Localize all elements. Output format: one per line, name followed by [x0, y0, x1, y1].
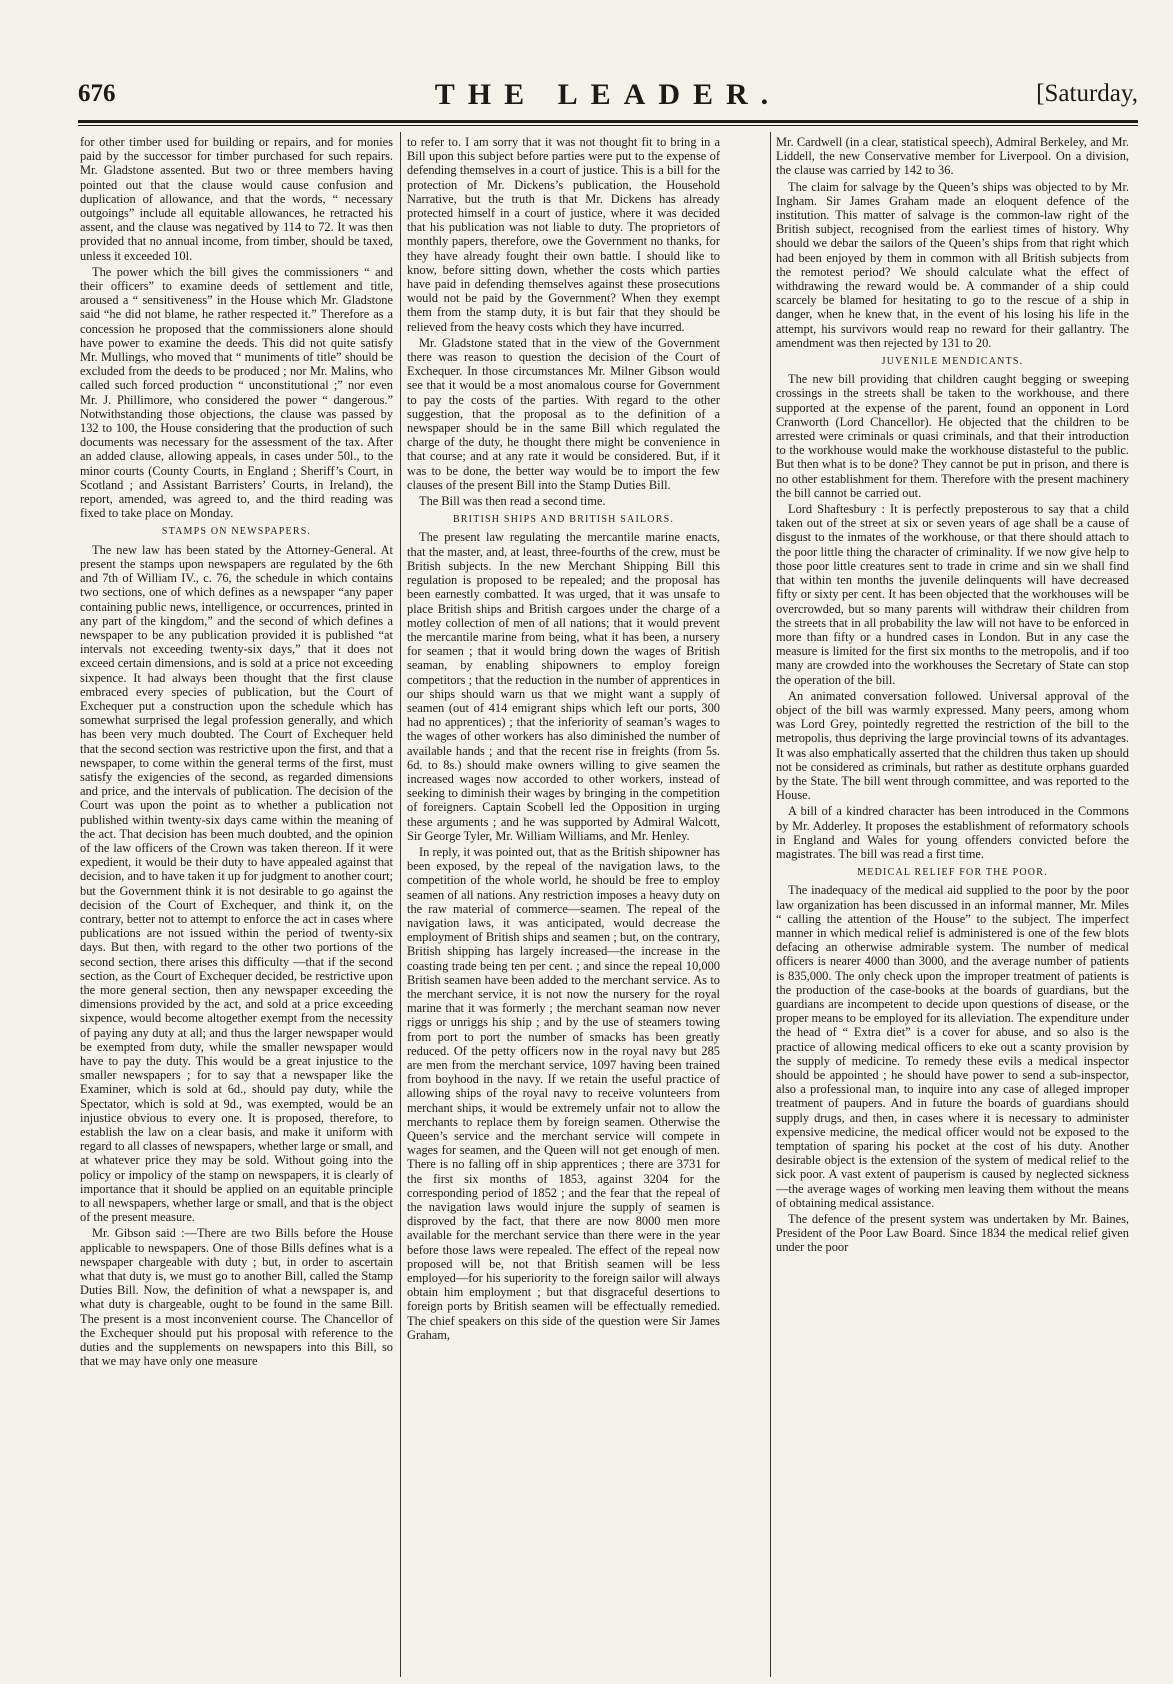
column-divider	[770, 132, 771, 1677]
paragraph: Mr. Gladstone stated that in the view of the Government there was reason to question the decision of the Court of Exchequer. In those circumstances Mr. Milner Gibson would see that it would be a most anomalous course for Government to pay the costs of the parties. With regard to the other suggestion, that the proposal as to the definition of a newspaper should be in the same Bill which regulated the charge of the duty, he thought there might be convenience in that course; and at any rate it would be considered. But, if it was to be done, the better way would be to import the few clauses of the present Bill into the Stamp Duties Bill.	[407, 335, 720, 492]
paragraph: The new bill providing that children caught begging or sweeping crossings in the streets shall be taken to the workhouse, and there supported at the expense of the parent, found an opponent in Lord Cranworth (Lord Chancellor). He objected that the children to be arrested were criminals or quasi criminals, and that their introduction to the workhouse would make the workhouse distasteful to the public. But then what is to be done? They cannot be put in prison, and there is no other establishment for them. Therefore with the present machinery the bill cannot be carried out.	[776, 372, 1129, 500]
paragraph: Lord Shaftesbury : It is perfectly preposterous to say that a child taken out of the street at six or seven years of age shall be a cause of disgust to the inmates of the workhouse, or that there should attach to the poor little thing the character of criminality. If we now give help to those poor little creatures sent to trade in crime and sin we shall find that within ten months the juvenile delinquents will have decreased fifty or sixty per cent. It has been objected that the workhouses will be overcrowded, but so many parents will withdraw their children from the streets that in all probability the law will not have to be enforced in more than fifty or a hundred cases in London. But in any case the measure is limited for the first six months to the metropolis, and if too many are crowded into the workhouses the Secretary of State can stop the operation of the bill.	[776, 502, 1129, 687]
section-heading: STAMPS ON NEWSPAPERS.	[161, 526, 312, 538]
section-heading: MEDICAL RELIEF FOR THE POOR.	[857, 867, 1048, 879]
paragraph: The defence of the present system was undertaken by Mr. Baines, President of the Poor Law Board. Since 1834 the medical relief given under the poor	[776, 1212, 1129, 1255]
paragraph: The power which the bill gives the commissioners “ and their officers” to examine deeds of settlement and title, aroused a “ sensitiveness” in the House which Mr. Gladstone said “he did not blame, he rather respected it.” Therefore as a concession he proposed that the commissioners alone should have power to examine the deeds. This did not quite satisfy Mr. Mullings, who moved that “ muniments of title” should be excluded from the deeds to be produced ; nor Mr. Malins, who called such forced production “ unconstitutional ;” nor even Mr. J. Phillimore, who considered the power “ dangerous.” Notwithstanding those objections, the clause was passed by 132 to 100, the House considering that the production of such documents was necessary for the assessment of the tax. After an added clause, allowing appeals, in cases under 50l., to the minor courts (County Courts, in England ; Sheriff’s Court, in Scotland ; and Assistant Barristers’ Courts, in Ireland), the report, amended, was agreed to, and the third reading was fixed to take place on Monday.	[80, 264, 393, 521]
paragraph: An animated conversation followed. Universal approval of the object of the bill was warmly expressed. Many peers, among whom was Lord Grey, pointedly regretted the restriction of the bill to the metropolis, thus depriving the large provincial towns of its advantages. It was also emphatically asserted that the children thus taken up should not be considered as criminals, but rather as destitute orphans guarded by the State. The bill went through committee, and was reported to the House.	[776, 688, 1129, 803]
publication-title: THE LEADER.	[434, 78, 782, 111]
column-3	[776, 135, 1129, 1257]
paragraph: A bill of a kindred character has been introduced in the Commons by Mr. Adderley. It proposes the establishment of reformatory schools in England and Wales for young offenders convicted before the magistrates. The bill was read a first time.	[776, 804, 1129, 861]
masthead	[78, 80, 1138, 120]
paragraph: Mr. Gibson said :—There are two Bills before the House applicable to newspapers. One of those Bills defines what is a newspaper chargeable with duty ; but, in order to ascertain what that duty is, we must go to another Bill, called the Stamp Duties Bill. Now, the definition of what a newspaper is, and what duty is chargeable, ought to be found in the same Bill. The present is a most inconvenient course. The Chancellor of the Exchequer should put his proposal with reference to the duties and the supplements on newspapers into this Bill, so that we may have only one measure	[80, 1226, 393, 1369]
section-heading: BRITISH SHIPS AND BRITISH SAILORS.	[452, 514, 675, 526]
header-rule-thin	[78, 125, 1138, 126]
column-1	[80, 135, 393, 1370]
paragraph: to refer to. I am sorry that it was not thought fit to bring in a Bill upon this subject before parties were put to the expense of defending themselves in a court of justice. This is a bill for the protection of Mr. Dickens’s publication, the Household Narrative, but the truth is that Mr. Dickens has already protected himself in a court of justice, where it was decided that his publication was not liable to duty. The proprietors of monthly papers, therefore, owe the Government no thanks, for they have already fought their own battle. I should like to know, before sitting down, whether the costs which parties have paid in defending themselves against these prosecutions would not be paid by the Government? When they exempt them from the stamp duty, it is but fair that they should be relieved from the heavy costs which they have incurred.	[407, 135, 720, 334]
page-number: 676	[78, 80, 116, 107]
paragraph: The present law regulating the mercantile marine enacts, that the master, and, at least, three-fourths of the crew, must be British subjects. In the new Merchant Shipping Bill this regulation is proposed to be repealed; and the proposal has been earnestly combatted. It was urged, that it was unsafe to place British ships and British cargoes under the charge of a motley collection of men of all nations; that it would prevent the mercantile marine from being, what it has been, a nursery for seamen ; that it would bring down the wages of British seaman, by enabling shipowners to employ foreign competitors ; that the reduction in the number of apprentices in our ships should warn us that we might want a supply of seamen (out of 414 emigrant ships which left our ports, 300 had no apprentices) ; that the inferiority of seaman’s wages to the wages of other workers has also diminished the number of available hands ; and that the recent rise in freights (from 5s. 6d. to 8s.) should make owners willing to give seamen the increased wages now accorded to other workers, instead of seeking to diminish their wages by bringing in the competition of foreigners. Captain Scobell led the Opposition in urging these arguments ; and he was supported by Admiral Walcott, Sir George Tyler, Mr. William Williams, and Mr. Henley.	[407, 530, 720, 843]
header-rule-thick	[78, 120, 1138, 123]
column-divider	[400, 132, 401, 1677]
paragraph: The inadequacy of the medical aid supplied to the poor by the poor law organization has been discussed in an informal manner, Mr. Miles “ calling the attention of the House” to the subject. The imperfect manner in which medical relief is administered is one of the few blots defacing an otherwise admirable system. The number of medical officers is nearer 4000 than 3000, and the average number of patients is 835,000. The only check upon the improper treatment of patients is the production of the case-books at the boards of guardians, but the guardians are incompetent to decide upon questions of disease, or the proper means to be employed for its alleviation. The expenditure under the head of “ Extra diet” is a cover for abuse, and so also is the practice of allowing medical officers to eke out a scanty provision by the supply of medicine. To remedy these evils a medical inspector should be appointed ; he should have power to send a sub-inspector, also a professional man, to inquire into any case of alleged improper treatment of paupers. And in future the boards of guardians should supply drugs, and then, in cases where it is necessary to administer expensive medicine, the medical officer would not be exposed to the temptation of sparing his pocket at the cost of his duty. Another desirable object is the extension of the system of medical relief to the sick poor. A vast extent of pauperism is caused by neglected sickness—the average wages of working men leaving them without the means of obtaining medical assistance.	[776, 883, 1129, 1210]
paragraph: The Bill was then read a second time.	[419, 494, 606, 509]
column-2	[407, 135, 720, 1344]
issue-day: [Saturday,	[1036, 80, 1138, 107]
paragraph: Mr. Cardwell (in a clear, statistical speech), Admiral Berkeley, and Mr. Liddell, the new Conservative member for Liverpool. On a division, the clause was carried by 142 to 36.	[776, 135, 1129, 178]
paragraph: The new law has been stated by the Attorney-General. At present the stamps upon newspapers are regulated by the 6th and 7th of William IV., c. 76, the schedule in which contains two sections, one of which defines as a newspaper “any paper containing public news, intelligence, or occurrences, printed in any part of the kingdom,” and the second of which defines a newspaper to be any publication provided it is published “at intervals not exceeding twenty-six days,” that it does not exceed certain dimensions, and is sold at a price not exceeding sixpence. It had always been thought that the first clause embraced every species of publication, but the Court of Exchequer put a construction upon the schedule which has somewhat surprised the legal profession generally, and which has been very much doubted. The Court of Exchequer held that the second section was restrictive upon the first, and that a newspaper, to come within the general terms of the first, must satisfy the exigencies of the second, as regarded dimensions and price, and the intervals of publication. The decision of the Court was upon the point as to whether a publication not published within twenty-six days came within the meaning of the act. That decision has been much doubted, and the opinion of the law officers of the Crown was taken thereon. If it were expedient, it would be their duty to have appealed against that decision, and to have taken it up for judgment to another court; but the Government think it is not desirable to go against the decision of the Court of Exchequer, and think it, on the contrary, better not to attempt to enforce the act in cases where publications are not issued within the period of twenty-six days. But then, with regard to the other two portions of the second section, there arises this difficulty —that if the second section, as the Court of Exchequer decided, be restrictive upon the more general section, then any newspaper exceeding the dimensions provided by the act, and sold at a price exceeding sixpence, would become altogether exempt from the necessity of paying any duty at all; and thus the larger newspaper would be exempted from duty, while the smaller newspaper would have to pay the duty. This would be a great injustice to the smaller newspapers ; for to say that a newspaper like the Examiner, which is sold at 6d., should pay duty, while the Spectator, which is sold at 9d., was exempted, would be an injustice obvious to every one. It is proposed, therefore, to establish the law on a clear basis, and make it uniform with regard to all classes of newspapers, whether large or small, and at whatever price they may be sold. Without going into the policy or impolicy of the stamp on newspapers, it is clearly of importance that it should be applied on an equitable principle to all newspapers, whether large or small, and that is the object of the present measure.	[80, 542, 393, 1225]
paragraph: The claim for salvage by the Queen’s ships was objected to by Mr. Ingham. Sir James Graham made an eloquent defence of the institution. This matter of salvage is the common-law right of the British subject, recognised from the earliest times of history. Why should we debar the sailors of the Queen’s ships from that right which had been enjoyed by them in common with all British subjects from the remotest period? We should calculate what the effect of withdrawing the reward would be. A commander of a ship could scarcely be blamed for hesitating to go to the rescue of a ship in danger, when he knew that, in the event of his losing his life in the attempt, his survivors would reap no reward for their gallantry. The amendment was then rejected by 131 to 20.	[776, 179, 1129, 350]
paragraph: In reply, it was pointed out, that as the British shipowner has been exposed, by the repeal of the navigation laws, to the competition of the whole world, he should be free to employ seamen of all nations. Any restriction imposes a heavy duty on the raw material of commerce—seamen. The repeal of the navigation laws, it was anticipated, would decrease the employment of British ships and seamen ; but, on the contrary, British shipping has largely increased—the increase in the coasting trade being ten per cent. ; and since the repeal 10,000 British seamen have been added to the merchant service. As to the merchant service, it is not now the nursery for the royal marine that it was formerly ; the merchant seaman now never riggs or unriggs his ship ; and by the use of steamers towing from port to port the number of smacks has been greatly reduced. Of the petty officers now in the royal navy but 285 are men from the merchant service, 1097 having been trained from boyhood in the navy. If we retain the useful practice of allowing ships of the royal navy to receive volunteers from merchant ships, it would be extremely unfair not to allow the merchants to replace them by foreign seamen. Otherwise the Queen’s service and the merchant service will compete in wages for seamen, and the Queen will not get enough of men. There is no falling off in ship apprentices ; there are 3731 for the first six months of 1853, against 3204 for the corresponding period of 1852 ; and the fear that the repeal of the navigation laws would injure the supply of seamen is disproved by the fact, that there are now 8000 men more available for the merchant service than there were in the year before those laws were repealed. The effect of the repeal now proposed will be, not that British seamen will be less employed—for his superiority to the foreign sailor will always obtain him employment ; but that disgraceful desertions to foreign ports by British seamen will be effectually remedied. The chief speakers on this side of the question were Sir James Graham,	[407, 844, 720, 1342]
section-heading: JUVENILE MENDICANTS.	[881, 356, 1024, 368]
paragraph: for other timber used for building or repairs, and for monies paid by the successor for timber purchased for such repairs. Mr. Gladstone assented. But two or three members having pointed out that the clause would cause confusion and duplication of allowance, and that the words, “ necessary outgoings” include all equitable allowances, he retracted his assent, and the clause was negatived by 114 to 72. It was then provided that no annual income, from timber, should be taxed, unless it exceeded 10l.	[80, 135, 393, 263]
